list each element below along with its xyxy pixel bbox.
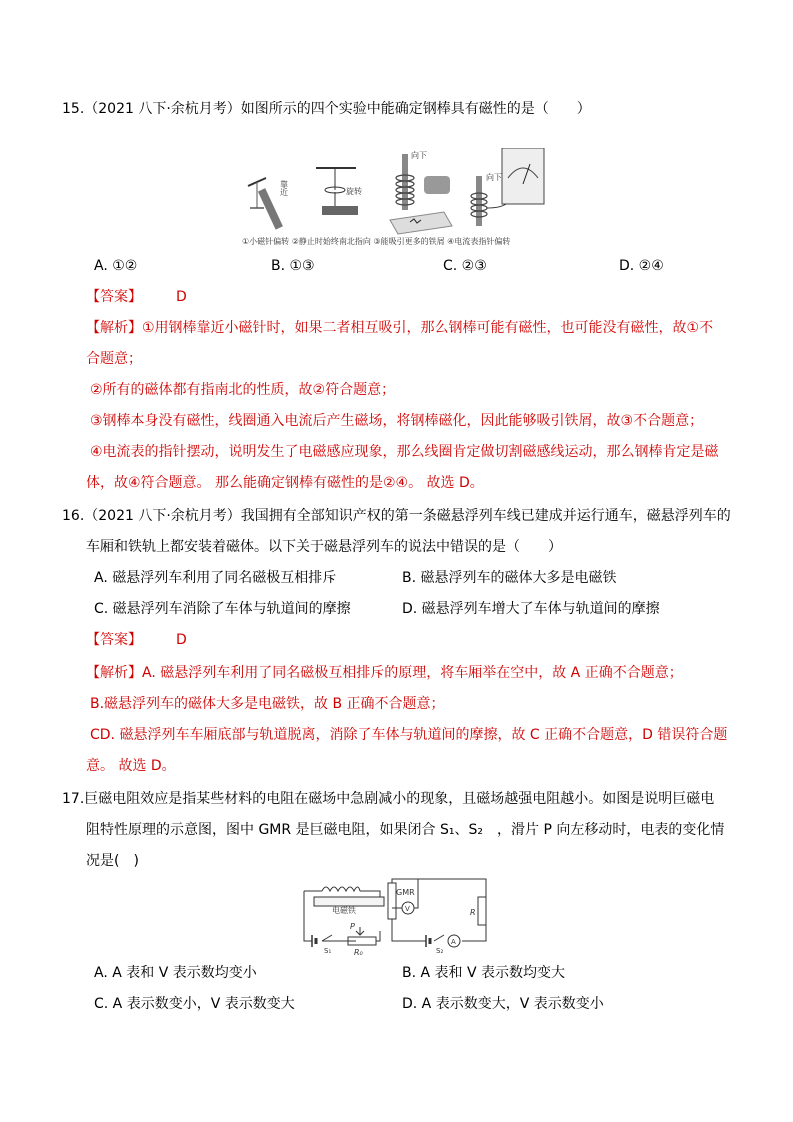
fig-caption: ①小磁针偏转 ②静止时始终南北指向 ③能吸引更多的铁屑 ④电流表指针偏转	[242, 237, 511, 246]
q15-option-a[interactable]: A. ①②	[94, 258, 138, 274]
q16-analysis-line: 【解析】A. 磁悬浮列车利用了同名磁极互相排斥的原理，将车厢举在空中，故 A 正确不合题意；	[86, 665, 683, 681]
q17-option-b[interactable]: B. A 表和 V 表示数均变大	[402, 965, 566, 981]
fig-label-near: 靠近	[279, 180, 289, 196]
q15-analysis-line: 合题意；	[86, 351, 142, 367]
fig-label-down-1: 向下	[411, 151, 427, 160]
label-ammeter: A	[451, 938, 456, 946]
fig-label-down-2: 向下	[486, 173, 502, 182]
q16-analysis-line: CD. 磁悬浮列车车厢底部与轨道脱离，消除了车体与轨道间的摩擦，故 C 正确不合题意，D 错误符合题	[90, 727, 728, 743]
label-gmr: GMR	[396, 888, 415, 897]
q15-stem: 15.（2021 八下·余杭月考）如图所示的四个实验中能确定钢棒具有磁性的是（ ）	[62, 101, 591, 117]
q15-option-d[interactable]: D. ②④	[619, 258, 664, 274]
label-electromagnet: 电磁铁	[332, 906, 356, 915]
q15-option-c[interactable]: C. ②③	[443, 258, 487, 274]
q15-answer-value: D	[176, 289, 187, 305]
q17-stem: 17.巨磁电阻效应是指某些材料的电阻在磁场中急剧减小的现象，且磁场越强电阻越小。如图是说明巨磁电	[62, 791, 715, 807]
q16-answer-label: 【答案】	[86, 632, 142, 648]
q16-option-a[interactable]: A. 磁悬浮列车利用了同名磁极互相排斥	[94, 570, 337, 586]
q16-analysis-line: 意。 故选 D。	[86, 758, 176, 774]
q16-stem: 车厢和铁轨上都安装着磁体。以下关于磁悬浮列车的说法中错误的是（ ）	[86, 539, 562, 555]
q16-stem: 16.（2021 八下·余杭月考）我国拥有全部知识产权的第一条磁悬浮列车线已建成并运行通车，磁悬浮列车的	[62, 508, 731, 524]
q17-option-a[interactable]: A. A 表和 V 表示数均变小	[94, 965, 257, 981]
q17-stem: 阻特性原理的示意图，图中 GMR 是巨磁电阻，如果闭合 S₁、S₂ ，滑片 P 向左移动时，电表的变化情	[86, 822, 725, 838]
q15-analysis-line: ④电流表的指针摆动，说明发生了电磁感应现象，那么线圈肯定做切割磁感线运动，那么钢棒肯定是磁	[90, 444, 719, 460]
label-slider: P	[350, 922, 355, 931]
label-voltmeter: V	[405, 905, 410, 913]
q15-analysis-line: ③钢棒本身没有磁性，线圈通入电流后产生磁场，将钢棒磁化，因此能够吸引铁屑，故③不合题意；	[90, 413, 704, 429]
q16-option-b[interactable]: B. 磁悬浮列车的磁体大多是电磁铁	[402, 570, 617, 586]
label-rheostat: R₀	[354, 948, 363, 955]
ammeter-icon	[502, 148, 544, 204]
q16-option-c[interactable]: C. 磁悬浮列车消除了车体与轨道间的摩擦	[94, 601, 351, 617]
q15-analysis-line: ②所有的磁体都有指南北的性质，故②符合题意；	[90, 382, 396, 398]
label-s2: S₂	[436, 947, 444, 955]
q15-answer-label: 【答案】	[86, 289, 142, 305]
fig-label-rotate: 旋转	[346, 187, 362, 196]
q17-stem: 况是( )	[86, 853, 139, 869]
battery-icon	[424, 176, 450, 194]
q15-option-b[interactable]: B. ①③	[271, 258, 315, 274]
q15-analysis-line: 【解析】①用钢棒靠近小磁针时，如果二者相互吸引，那么钢棒可能有磁性，也可能没有磁性，故①不	[86, 320, 714, 336]
q15-figure	[240, 148, 550, 248]
q16-analysis-line: B.磁悬浮列车的磁体大多是电磁铁，故 B 正确不合题意；	[90, 696, 445, 712]
q17-option-d[interactable]: D. A 表示数变大，V 表示数变小	[402, 996, 604, 1012]
label-s1: S₁	[324, 947, 332, 955]
label-resistor: R	[470, 908, 476, 917]
q15-analysis-line: 体，故④符合题意。 那么能确定钢棒有磁性的是②④。 故选 D。	[86, 475, 484, 491]
q17-option-c[interactable]: C. A 表示数变小，V 表示数变大	[94, 996, 295, 1012]
q16-option-d[interactable]: D. 磁悬浮列车增大了车体与轨道间的摩擦	[402, 601, 660, 617]
q16-answer-value: D	[176, 632, 187, 648]
q17-circuit-diagram	[292, 875, 492, 955]
